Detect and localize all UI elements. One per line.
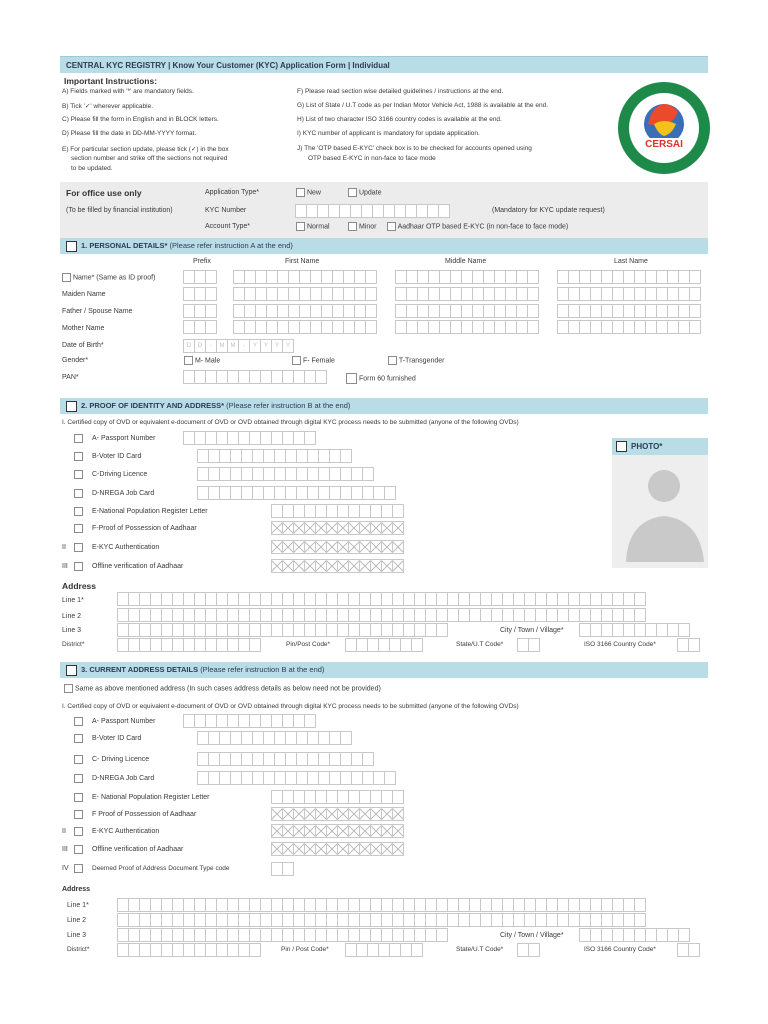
photo-checkbox[interactable]: [616, 441, 627, 452]
instruction-right-line: F) Please read section wise detailed guidelines / instructions at the end.: [297, 88, 504, 95]
minor-checkbox[interactable]: [348, 222, 357, 231]
instruction-right-line: J) The 'OTP based E-KYC' check box is to be checked for accounts opened using: [297, 145, 532, 152]
dob-cell[interactable]: -: [238, 339, 250, 353]
state-code-input[interactable]: [518, 943, 540, 957]
doc-number-input[interactable]: [198, 486, 396, 500]
deemed-checkbox[interactable]: [74, 864, 83, 873]
dob-cell[interactable]: M: [216, 339, 228, 353]
normal-option[interactable]: [296, 222, 330, 231]
address-line1-input[interactable]: [118, 592, 646, 606]
input-cell[interactable]: [689, 287, 701, 301]
dob-label: Date of Birth*: [62, 342, 104, 349]
col-middle-name: Middle Name: [445, 258, 487, 265]
section2-note: (Please refer instruction B at the end): [226, 401, 351, 410]
instruction-left-line: section number and strike off the sections not required: [71, 155, 228, 162]
input-cell[interactable]: [392, 824, 404, 838]
mother-name-label: Mother Name: [62, 325, 105, 332]
district-input[interactable]: [118, 638, 261, 652]
gender-label: Gender*: [62, 357, 89, 364]
input-cell[interactable]: [392, 521, 404, 535]
input-cell[interactable]: [411, 638, 423, 652]
roman-iv: IV: [62, 865, 69, 872]
col-last-name: Last Name: [614, 258, 648, 265]
doc-label: C-Driving Licence: [92, 471, 148, 478]
input-cell[interactable]: [527, 287, 539, 301]
dob-cell[interactable]: M: [227, 339, 239, 353]
section2-header: [60, 398, 708, 414]
female-checkbox[interactable]: [292, 356, 301, 365]
office-sub: (To be filled by financial institution): [66, 207, 173, 214]
s2-district-label: District*: [62, 641, 85, 648]
kyc-number-input[interactable]: [296, 204, 450, 218]
office-heading: For office use only: [66, 188, 142, 198]
input-cell[interactable]: [304, 714, 316, 728]
photo-label-bar: [612, 438, 708, 455]
first-name-input[interactable]: [234, 287, 377, 301]
input-cell[interactable]: [384, 771, 396, 785]
update-label: Update: [358, 189, 382, 197]
doc-checkbox[interactable]: [74, 793, 83, 802]
last-name-input[interactable]: [558, 287, 701, 301]
s2-line1-label: Line 1*: [62, 597, 84, 604]
doc-checkbox[interactable]: [74, 507, 83, 516]
dob-input[interactable]: [184, 339, 294, 353]
doc-number-input[interactable]: [198, 771, 396, 785]
doc-label: B-Voter ID Card: [92, 735, 142, 742]
section3-note: (Please refer instruction B at the end): [200, 665, 325, 674]
male-label: M- Male: [194, 357, 221, 365]
normal-label: Normal: [306, 223, 330, 231]
input-cell[interactable]: [528, 943, 540, 957]
prefix-input[interactable]: [184, 287, 217, 301]
doc-label: A- Passport Number: [92, 435, 156, 442]
pan-label: PAN*: [62, 374, 79, 381]
s3-line2-label: Line 2: [67, 917, 87, 924]
input-cell[interactable]: [304, 431, 316, 445]
input-cell[interactable]: [362, 752, 374, 766]
district-input[interactable]: [118, 943, 261, 957]
aadhaar-otp-checkbox[interactable]: [387, 222, 396, 231]
section2-update-checkbox[interactable]: [66, 401, 77, 412]
input-cell[interactable]: [249, 638, 261, 652]
aadhaar-otp-label: Aadhaar OTP based E-KYC (in non-face to face mode): [397, 223, 569, 231]
doc-checkbox[interactable]: [74, 717, 83, 726]
input-cell[interactable]: [362, 467, 374, 481]
s2-pin-label: Pin/Post Code*: [286, 641, 331, 648]
instruction-right-line: OTP based E-KYC in non-face to face mode: [308, 155, 436, 162]
first-name-input[interactable]: [234, 270, 377, 284]
input-cell[interactable]: [678, 623, 690, 637]
input-cell[interactable]: [392, 559, 404, 573]
update-checkbox[interactable]: [348, 188, 357, 197]
doc-number-input[interactable]: [198, 449, 352, 463]
section1-update-checkbox[interactable]: [66, 241, 77, 252]
new-label: New: [306, 189, 321, 197]
input-cell[interactable]: [392, 540, 404, 554]
doc-label: A- Passport Number: [92, 718, 156, 725]
doc-label: F-Proof of Possession of Aadhaar: [92, 525, 197, 532]
maiden-name-label: Maiden Name: [62, 291, 106, 298]
instruction-left-line: C) Please fill the form in English and in BLOCK letters.: [62, 116, 219, 123]
input-cell[interactable]: [392, 504, 404, 518]
name-label: Name* (Same as ID proof): [72, 274, 156, 282]
section3-title: 3. CURRENT ADDRESS DETAILS: [81, 665, 199, 674]
country-code-input[interactable]: [678, 943, 700, 957]
trans-checkbox[interactable]: [388, 356, 397, 365]
doc-label: E-National Population Register Letter: [92, 508, 208, 515]
doc-label: F Proof of Possession of Aadhaar: [92, 811, 197, 818]
input-cell[interactable]: [634, 592, 646, 606]
input-cell[interactable]: [340, 449, 352, 463]
city-input[interactable]: [580, 928, 690, 942]
instruction-right-line: G) List of State / U.T code as per Indian Motor Vehicle Act, 1988 is available at the end.: [297, 102, 548, 109]
minor-option[interactable]: [348, 222, 376, 231]
father-name-label: Father / Spouse Name: [62, 308, 133, 315]
input-cell[interactable]: [315, 370, 327, 384]
doc-number-input[interactable]: [272, 790, 404, 804]
s3-pin-label: Pin / Post Code*: [281, 946, 329, 953]
name-checkbox[interactable]: [62, 273, 71, 282]
svg-text:CERSAI: CERSAI: [645, 139, 683, 150]
instructions-heading: Important Instructions:: [64, 76, 158, 86]
s3-address-heading: Address: [62, 886, 91, 893]
male-checkbox[interactable]: [184, 356, 193, 365]
dob-cell[interactable]: D: [183, 339, 195, 353]
input-cell[interactable]: [365, 287, 377, 301]
same-as-option[interactable]: [64, 684, 381, 693]
new-option[interactable]: [296, 188, 321, 197]
doc-number-input[interactable]: [198, 731, 352, 745]
state-code-input[interactable]: [518, 638, 540, 652]
doc-label: D-NREGA Job Card: [92, 490, 155, 497]
prefix-input[interactable]: [184, 304, 217, 318]
input-cell[interactable]: [527, 270, 539, 284]
new-checkbox[interactable]: [296, 188, 305, 197]
dob-cell[interactable]: Y: [282, 339, 294, 353]
input-cell[interactable]: [688, 943, 700, 957]
gender-trans-option[interactable]: [388, 356, 444, 365]
person-silhouette-icon: [612, 438, 708, 568]
instruction-left-line: E) For particular section update, please tick (✓) in the box: [62, 146, 229, 153]
doc-number-input[interactable]: [272, 521, 404, 535]
input-cell[interactable]: [392, 807, 404, 821]
input-cell[interactable]: [634, 898, 646, 912]
col-prefix: Prefix: [193, 258, 211, 265]
offline-input[interactable]: [272, 842, 404, 856]
cersai-logo: [614, 80, 714, 176]
roman-ii: II: [62, 544, 66, 551]
input-cell[interactable]: [438, 204, 450, 218]
doc-checkbox[interactable]: [74, 734, 83, 743]
city-input[interactable]: [580, 623, 690, 637]
prefix-input[interactable]: [184, 270, 217, 284]
s3-iso-label: ISO 3166 Country Code*: [584, 946, 656, 953]
gender-male-option[interactable]: [184, 356, 220, 365]
pin-input[interactable]: [346, 943, 423, 957]
offline-checkbox[interactable]: [74, 845, 83, 854]
doc-number-input[interactable]: [184, 714, 316, 728]
doc-checkbox[interactable]: [74, 755, 83, 764]
s3-district-label: District*: [67, 946, 90, 953]
dob-cell[interactable]: Y: [260, 339, 272, 353]
s2-iso-label: ISO 3166 Country Code*: [584, 641, 656, 648]
input-cell[interactable]: [340, 731, 352, 745]
last-name-input[interactable]: [558, 320, 701, 334]
input-cell[interactable]: [205, 287, 217, 301]
input-cell[interactable]: [436, 623, 448, 637]
input-cell[interactable]: [365, 320, 377, 334]
last-name-input[interactable]: [558, 270, 701, 284]
input-cell[interactable]: [411, 943, 423, 957]
application-type-label: Application Type*: [205, 189, 259, 196]
roman-iii: III: [62, 563, 68, 570]
instruction-right-line: H) List of two character ISO 3166 country codes is available at the end.: [297, 116, 502, 123]
input-cell[interactable]: [689, 270, 701, 284]
s3-city-label: City / Town / Village*: [500, 932, 564, 939]
offline-checkbox[interactable]: [74, 562, 83, 571]
instruction-left-line: D) Please fill the date in DD-MM-YYYY format.: [62, 130, 197, 137]
section2-intro: I. Certified copy of OVD or equivalent e-document of OVD or OVD obtained through digital KYC process needs to be submitted (anyone of the following OVDs): [62, 419, 519, 426]
s2-line2-label: Line 2: [62, 613, 82, 620]
doc-number-input[interactable]: [272, 807, 404, 821]
doc-checkbox[interactable]: [74, 434, 83, 443]
prefix-input[interactable]: [184, 320, 217, 334]
first-name-input[interactable]: [234, 320, 377, 334]
section3-update-checkbox[interactable]: [66, 665, 77, 676]
doc-number-input[interactable]: [198, 752, 374, 766]
instruction-left-line: B) Tick '✓' wherever applicable.: [62, 103, 154, 110]
input-cell[interactable]: [688, 638, 700, 652]
kyc-number-label: KYC Number: [205, 207, 247, 214]
address-line3-input[interactable]: [118, 928, 448, 942]
input-cell[interactable]: [689, 320, 701, 334]
input-cell[interactable]: [282, 862, 294, 876]
ekyc-label: E-KYC Authentication: [92, 544, 160, 551]
section1-title: 1. PERSONAL DETAILS*: [81, 241, 168, 250]
instruction-left-line: A) Fields marked with '*' are mandatory fields.: [62, 88, 194, 95]
doc-checkbox[interactable]: [74, 489, 83, 498]
doc-label: D-NREGA Job Card: [92, 775, 155, 782]
aadhaar-otp-option[interactable]: [387, 222, 568, 231]
document-type-code-input[interactable]: [272, 862, 294, 876]
s2-city-label: City / Town / Village*: [500, 627, 564, 634]
last-name-input[interactable]: [558, 304, 701, 318]
input-cell[interactable]: [205, 320, 217, 334]
input-cell[interactable]: [527, 304, 539, 318]
input-cell[interactable]: [249, 943, 261, 957]
photo-box[interactable]: [612, 438, 708, 568]
input-cell[interactable]: [365, 304, 377, 318]
doc-number-input[interactable]: [184, 431, 316, 445]
form60-checkbox[interactable]: [346, 373, 357, 384]
section2-title: 2. PROOF OF IDENTITY AND ADDRESS*: [81, 401, 225, 410]
female-label: F- Female: [302, 357, 335, 365]
offline-label: Offline verification of Aadhaar: [92, 563, 184, 570]
s3-state-label: State/U.T Code*: [456, 946, 504, 953]
section1-note: (Please refer instruction A at the end): [169, 241, 293, 250]
address-line2-input[interactable]: [118, 608, 646, 622]
address-line1-input[interactable]: [118, 898, 646, 912]
same-as-checkbox[interactable]: [64, 684, 73, 693]
ekyc-checkbox[interactable]: [74, 543, 83, 552]
doc-checkbox[interactable]: [74, 470, 83, 479]
section1-header: [60, 238, 708, 254]
same-as-label: Same as above mentioned address (In such cases address details as below need not be provided): [74, 685, 381, 693]
roman-iii: III: [62, 846, 68, 853]
instruction-left-line: to be updated.: [71, 165, 113, 172]
doc-label: C- Driving Licence: [92, 756, 150, 763]
input-cell[interactable]: [634, 913, 646, 927]
input-cell[interactable]: [436, 928, 448, 942]
form60-label: Form 60 furnished: [358, 375, 416, 383]
address-line2-input[interactable]: [118, 913, 646, 927]
roman-ii: II: [62, 828, 66, 835]
photo-label: PHOTO*: [631, 442, 663, 451]
first-name-input[interactable]: [234, 304, 377, 318]
middle-name-input[interactable]: [396, 270, 539, 284]
doc-checkbox[interactable]: [74, 774, 83, 783]
middle-name-input[interactable]: [396, 304, 539, 318]
form60-option[interactable]: [346, 373, 416, 384]
input-cell[interactable]: [392, 842, 404, 856]
doc-label: E- National Population Register Letter: [92, 794, 210, 801]
col-first-name: First Name: [285, 258, 320, 265]
input-cell[interactable]: [634, 608, 646, 622]
dob-cell[interactable]: D: [194, 339, 206, 353]
country-code-input[interactable]: [678, 638, 700, 652]
doc-label: B-Voter ID Card: [92, 453, 142, 460]
s3-line1-label: Line 1*: [67, 902, 89, 909]
offline-label: Offline verification of Aadhaar: [92, 846, 184, 853]
offline-input[interactable]: [272, 559, 404, 573]
doc-checkbox[interactable]: [74, 810, 83, 819]
dob-cell[interactable]: Y: [249, 339, 261, 353]
kyc-note: (Mandatory for KYC update request): [492, 207, 605, 214]
trans-label: T-Transgender: [398, 357, 445, 365]
input-cell[interactable]: [527, 320, 539, 334]
gender-female-option[interactable]: [292, 356, 335, 365]
section3-intro: I. Certified copy of OVD or equivalent e-document of OVD or OVD obtained through digital KYC process needs to be submitted (anyone of the following OVDs): [62, 703, 519, 710]
dob-cell[interactable]: Y: [271, 339, 283, 353]
doc-checkbox[interactable]: [74, 452, 83, 461]
account-type-label: Account Type*: [205, 223, 251, 230]
ekyc-input[interactable]: [272, 540, 404, 554]
input-cell[interactable]: [678, 928, 690, 942]
section3-header: [60, 662, 708, 678]
name-row: [62, 273, 155, 282]
input-cell[interactable]: [205, 270, 217, 284]
deemed-label: Deemed Proof of Address Document Type code: [92, 865, 230, 872]
update-option[interactable]: [348, 188, 382, 197]
pin-input[interactable]: [346, 638, 423, 652]
address-line3-input[interactable]: [118, 623, 448, 637]
input-cell[interactable]: [689, 304, 701, 318]
middle-name-input[interactable]: [396, 287, 539, 301]
input-cell[interactable]: [365, 270, 377, 284]
input-cell[interactable]: [528, 638, 540, 652]
ekyc-checkbox[interactable]: [74, 827, 83, 836]
s2-address-heading: Address: [62, 581, 97, 591]
normal-checkbox[interactable]: [296, 222, 305, 231]
doc-number-input[interactable]: [198, 467, 374, 481]
input-cell[interactable]: [392, 790, 404, 804]
ekyc-input[interactable]: [272, 824, 404, 838]
form-title: CENTRAL KYC REGISTRY | Know Your Customer (KYC) Application Form | Individual: [60, 56, 708, 73]
s3-line3-label: Line 3: [67, 932, 87, 939]
s2-state-label: State/U.T Code*: [456, 641, 504, 648]
dob-cell[interactable]: -: [205, 339, 217, 353]
middle-name-input[interactable]: [396, 320, 539, 334]
ekyc-label: E-KYC Authentication: [92, 828, 160, 835]
doc-number-input[interactable]: [272, 504, 404, 518]
input-cell[interactable]: [205, 304, 217, 318]
s2-line3-label: Line 3: [62, 627, 82, 634]
pan-input[interactable]: [184, 370, 327, 384]
input-cell[interactable]: [384, 486, 396, 500]
doc-checkbox[interactable]: [74, 524, 83, 533]
minor-label: Minor: [358, 223, 377, 231]
instruction-right-line: I) KYC number of applicant is mandatory for update application.: [297, 130, 480, 137]
